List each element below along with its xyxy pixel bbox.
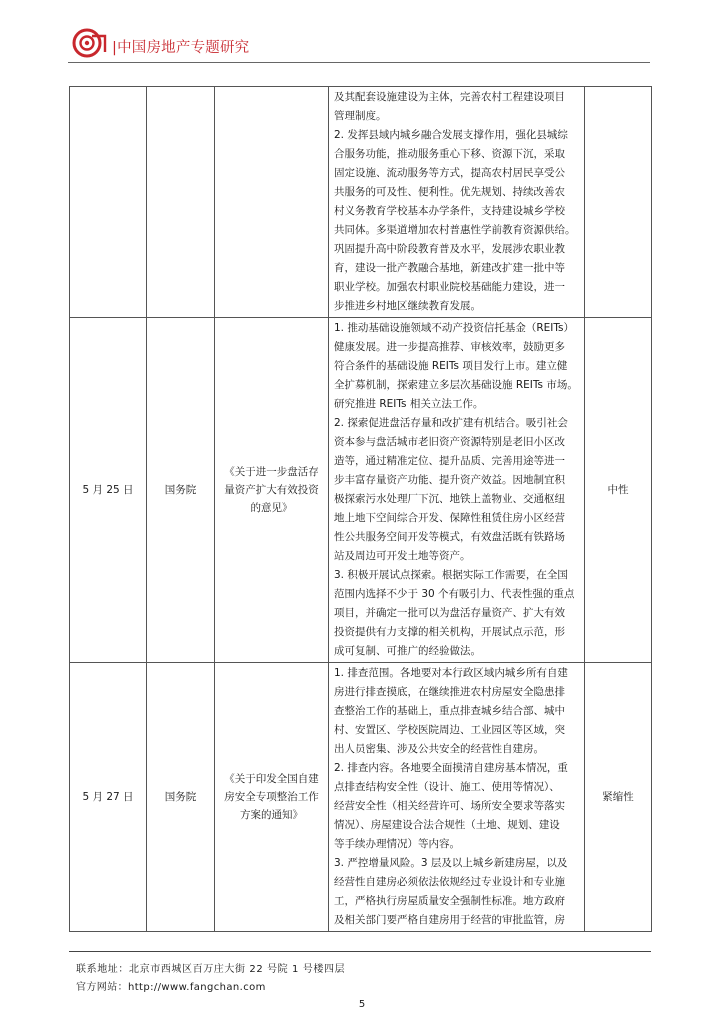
content-line: 房进行排查摸底，在继续推进农村房屋安全隐患排 [334,686,565,698]
content-line: 工，严格执行房屋质量安全强制性标准。地方政府 [334,895,565,907]
content-line: 投资提供有力支撑的相关机构，开展试点示范，形 [334,626,565,638]
content-line: 经营安全性（相关经营许可、场所安全要求等落实 [334,800,565,812]
policy-title-line: 方案的通知》 [240,809,303,821]
policy-content-cell [329,318,585,663]
table-row [70,663,652,932]
rating-cell: 紧缩性 [585,663,652,932]
content-line: 步丰富存量资产功能、提升资产效益。因地制宜积 [334,474,565,486]
content-line: 等手续办理情况）等内容。 [334,838,460,850]
department-cell [147,87,215,318]
table-row [70,318,652,663]
content-line: 成可复制、可推广的经验做法。 [334,645,481,657]
content-line: 职业学校。加强农村职业院校基础能力建设，进一 [334,281,565,293]
content-line: 全扩募机制，探索建立多层次基础设施 REITs 市场。 [334,379,578,391]
brand-title: |中国房地产专题研究 [112,40,250,56]
content-line: 巩固提升高中阶段教育普及水平，发展涉农职业教 [334,243,565,255]
content-line: 育，建设一批产教融合基地，新建改扩建一批中等 [334,262,565,274]
policy-title-cell [215,663,329,932]
policy-title-cell [215,318,329,663]
content-line: 共服务的可及性、便利性。优先规划、持续改善农 [334,186,565,198]
policy-content-cell [329,663,585,932]
content-line: 研究推进 REITs 相关立法工作。 [334,398,484,410]
rating-cell [585,87,652,318]
content-line: 项目，并确定一批可以为盘活存量资产、扩大有效 [334,607,565,619]
content-line: 2. 发挥县域内城乡融合发展支撑作用，强化县城综 [334,129,568,141]
content-line: 出人员密集、涉及公共安全的经营性自建房。 [334,743,544,755]
content-line: 2. 探索促进盘活存量和改扩建有机结合。吸引社会 [334,417,568,429]
content-line: 性公共服务空间开发等模式，有效盘活既有铁路场 [334,531,565,543]
content-line: 村义务教育学校基本办学条件，支持建设城乡学校 [334,205,565,217]
policy-title-line: 《关于印发全国自建 [224,773,319,785]
contact-address: 联系地址：北京市西城区百万庄大街 22 号院 1 号楼四层 [76,964,346,975]
website-link[interactable]: 官方网站：http://www.fangchan.com [76,982,266,993]
page-number: 5 [358,999,366,1010]
header-divider [68,62,650,63]
page-header [68,26,650,64]
department-cell: 国务院 [147,318,215,663]
policy-table-body [70,87,652,932]
content-line: 健康发展。进一步提高推荐、审核效率，鼓励更多 [334,341,565,353]
rating-cell: 中性 [585,318,652,663]
footer-divider [69,951,651,952]
policy-title-line: 房安全专项整治工作 [224,791,319,803]
content-line: 合服务功能，推动服务重心下移、资源下沉，采取 [334,148,565,160]
policy-title-line: 的意见》 [250,502,293,514]
fangchan-logo-icon [72,28,108,58]
content-line: 步推进乡村地区继续教育发展。 [334,300,481,312]
content-line: 极探索污水处理厂下沉、地铁上盖物业、交通枢纽 [334,493,565,505]
content-line: 3. 严控增量风险。3 层及以上城乡新建房屋，以及 [334,857,568,869]
content-line: 及相关部门要严格自建房用于经营的审批监管，房 [334,914,565,926]
date-cell [70,87,147,318]
content-line: 经营性自建房必须依法依规经过专业设计和专业施 [334,876,565,888]
content-line: 1. 排查范围。各地要对本行政区域内城乡所有自建 [334,667,568,679]
content-line: 村、安置区、学校医院周边、工业园区等区域，突 [334,724,565,736]
content-line: 点排查结构安全性（设计、施工、使用等情况）、 [334,781,560,793]
content-line: 造等，通过精准定位、提升品质、完善用途等进一 [334,455,565,467]
date-cell: 5 月 25 日 [70,318,147,663]
department-cell: 国务院 [147,663,215,932]
content-line: 站及周边可开发土地等资产。 [334,550,471,562]
content-line: 1. 推动基础设施领域不动产投资信托基金（REITs） [334,322,575,334]
policy-title-line: 《关于进一步盘活存 [224,466,319,478]
content-line: 地上地下空间综合开发、保障性租赁住房小区经营 [334,512,565,524]
content-line: 资本参与盘活城市老旧资产资源特别是老旧小区改 [334,436,565,448]
content-line: 查整治工作的基础上，重点排查城乡结合部、城中 [334,705,565,717]
content-line: 固定设施、流动服务等方式，提高农村居民享受公 [334,167,565,179]
date-cell: 5 月 27 日 [70,663,147,932]
policy-content-cell [329,87,585,318]
content-line: 2. 排查内容。各地要全面摸清自建房基本情况，重 [334,762,568,774]
content-line: 范围内选择不少于 30 个有吸引力、代表性强的重点 [334,588,575,600]
content-line: 情况）、房屋建设合法合规性（土地、规划、建设 [334,819,560,831]
content-line: 管理制度。 [334,110,387,122]
policy-table [69,86,652,932]
policy-title-cell [215,87,329,318]
content-line: 3. 积极开展试点探索。根据实际工作需要，在全国 [334,569,568,581]
table-row [70,87,652,318]
content-line: 共同体。多渠道增加农村普惠性学前教育资源供给。 [334,224,576,236]
content-line: 符合条件的基础设施 REITs 项目发行上市。建立健 [334,360,568,372]
policy-title-line: 量资产扩大有效投资 [224,484,319,496]
content-line: 及其配套设施建设为主体，完善农村工程建设项目 [334,91,565,103]
